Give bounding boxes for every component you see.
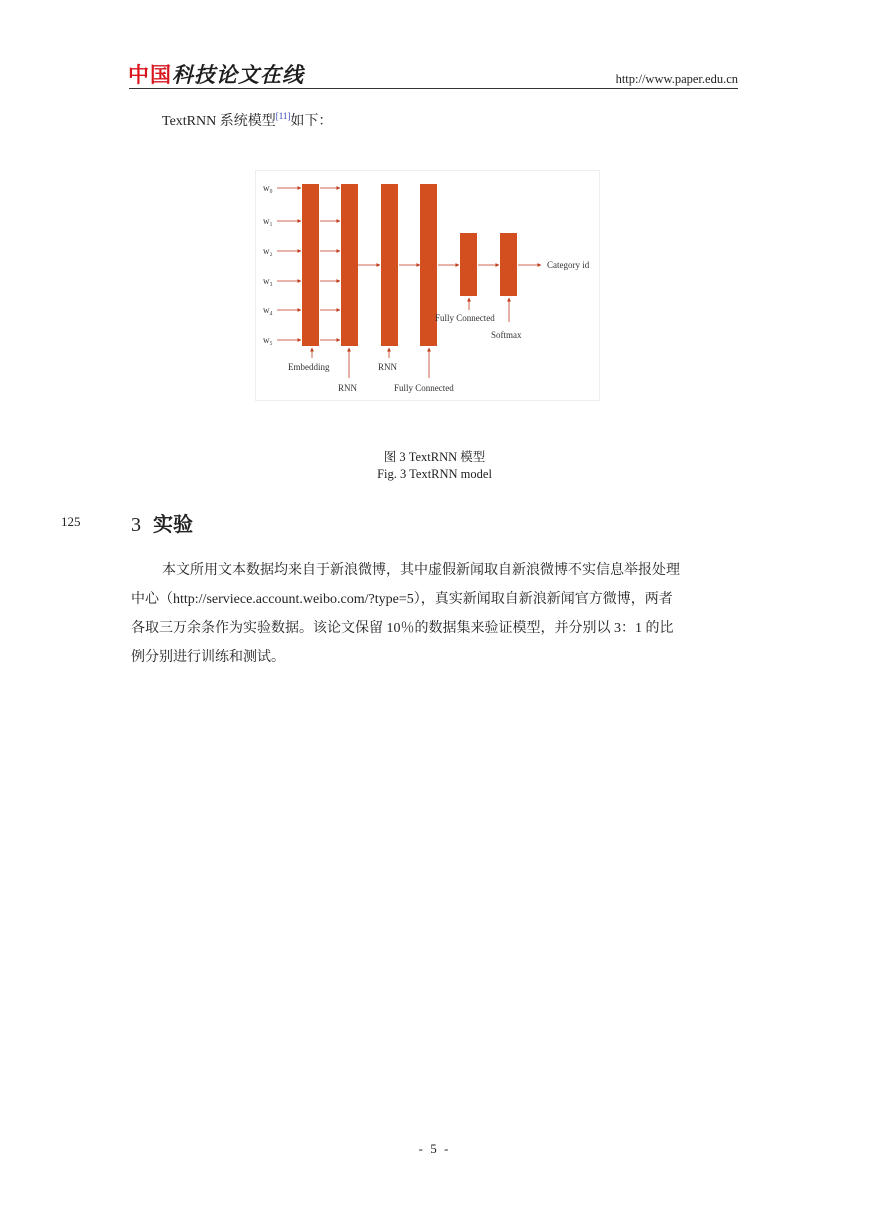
label-rnn-2: RNN (378, 362, 398, 372)
input-w3: w₃ (263, 276, 273, 286)
input-w4: w₄ (263, 305, 273, 315)
page-number: - 5 - (418, 1141, 451, 1156)
journal-logo (128, 63, 304, 87)
section-title: 实验 (153, 514, 193, 536)
input-w1: w₁ (263, 216, 273, 226)
fc-block-2 (460, 233, 477, 296)
textrnn-figure (255, 170, 600, 401)
section-heading (131, 508, 193, 537)
label-fc-1: Fully Connected (394, 383, 454, 393)
logo-dark-text: 科技论文在线 (172, 63, 304, 87)
label-output: Category id (547, 260, 590, 270)
figure-caption-en: Fig. 3 TextRNN model (377, 467, 492, 481)
section-number: 3 (131, 514, 141, 536)
label-softmax: Softmax (491, 330, 522, 340)
paragraph-line: 各取三万余条作为实验数据。该论文保留 10％的数据集来验证模型，并分别以 3：1 的比 (131, 621, 674, 636)
rnn-block-1 (341, 184, 358, 346)
paragraph-line: 例分别进行训练和测试。 (131, 650, 285, 665)
softmax-block (500, 233, 517, 296)
paragraph-line: 本文所用文本数据均来自于新浪微博，其中虚假新闻取自新浪微博不实信息举报处理 (162, 563, 680, 578)
textrnn-diagram (255, 170, 600, 401)
intro-text: TextRNN 系统模型 (162, 114, 276, 129)
line-number: 125 (61, 514, 81, 529)
intro-suffix: 如下： (290, 114, 333, 129)
input-w2: w₂ (263, 246, 273, 256)
rnn-block-2 (381, 184, 398, 346)
site-url[interactable]: http://www.paper.edu.cn (615, 72, 738, 86)
embedding-block (302, 184, 319, 346)
logo-red-text: 中国 (128, 63, 172, 87)
input-w5: w₅ (263, 335, 273, 345)
label-embedding: Embedding (288, 362, 330, 372)
figure-caption-cn: 图 3 TextRNN 模型 (383, 450, 486, 464)
label-rnn-1: RNN (338, 383, 358, 393)
body-paragraph (131, 556, 739, 672)
paragraph-line: 中心（http://serviece.account.weibo.com/?type=5），真实新闻取自新浪新闻官方微博，两者 (131, 592, 673, 607)
intro-line (162, 110, 332, 130)
header-rule (129, 88, 738, 89)
input-w0: w₀ (263, 183, 273, 193)
label-fc-2: Fully Connected (435, 313, 495, 323)
citation-link[interactable]: [11] (275, 111, 291, 121)
